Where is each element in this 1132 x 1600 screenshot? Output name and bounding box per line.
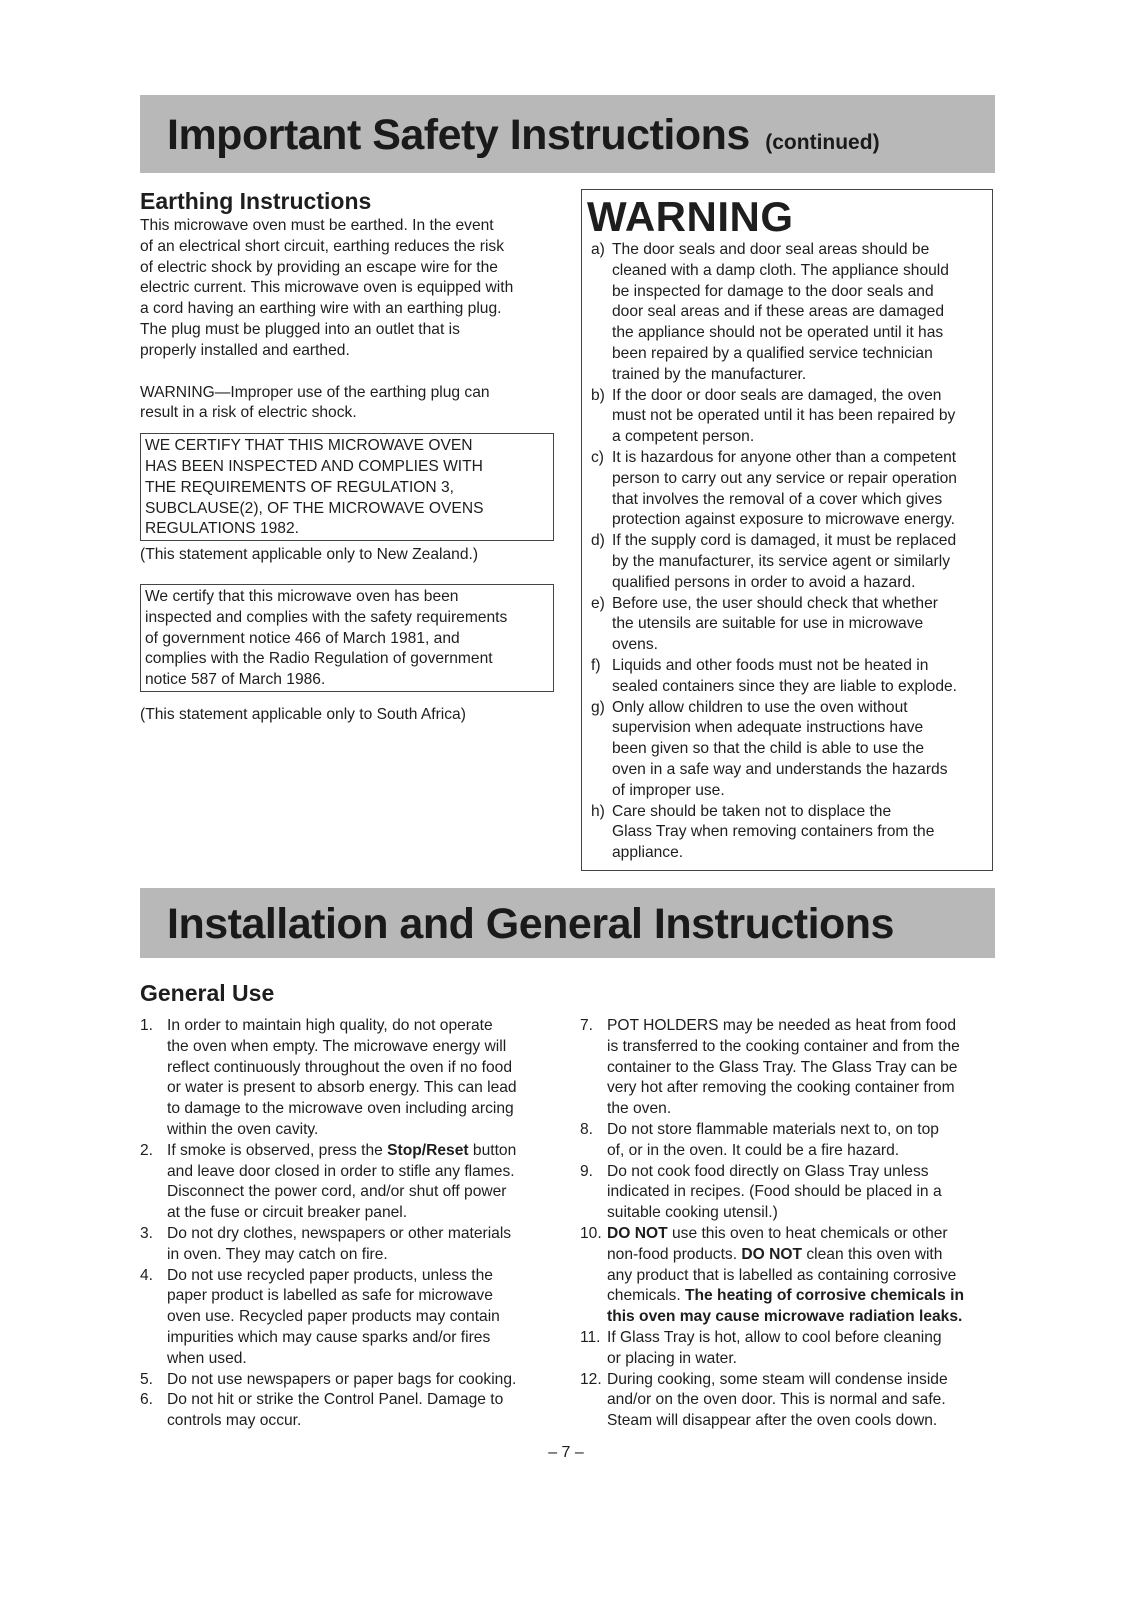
warning-item-line: a competent person.	[612, 428, 755, 446]
general-use-item-number: 5.	[140, 1370, 154, 1388]
earthing-warning-line: WARNING—Improper use of the earthing plug can	[140, 383, 490, 401]
warning-item-label: d)	[591, 532, 605, 550]
warning-heading: WARNING	[587, 193, 794, 240]
cert-sa-line: notice 587 of March 1986.	[145, 671, 326, 689]
general-use-line	[607, 1162, 995, 1183]
warning-box	[581, 189, 993, 871]
warning-item-line: protection against exposure to microwave energy.	[612, 511, 955, 529]
general-use-item	[580, 1328, 995, 1370]
general-use-item-text	[167, 1016, 560, 1141]
general-use-line	[167, 1078, 560, 1099]
general-use-item-text	[607, 1120, 995, 1162]
general-use-line	[607, 1078, 995, 1099]
warning-item-line: oven in a safe way and understands the hazards	[612, 760, 948, 778]
earthing-line: of electric shock by providing an escape wire for the	[140, 258, 498, 276]
warning-item-text	[612, 656, 987, 698]
warning-item-line: If the supply cord is damaged, it must be replaced	[612, 532, 957, 550]
line-text: of, or in the oven. It could be a fire hazard.	[607, 1141, 900, 1159]
general-use-item	[580, 1162, 995, 1224]
general-use-line	[607, 1016, 995, 1037]
line-text: is transferred to the cooking container and from the	[607, 1037, 960, 1055]
line-text: reflect continuously throughout the oven if no food	[167, 1058, 513, 1076]
general-use-item-text	[607, 1224, 995, 1328]
general-use-line	[607, 1120, 995, 1141]
certification-box-sa	[140, 584, 554, 692]
warning-item-line: ovens.	[612, 636, 658, 654]
warning-item-line: the utensils are suitable for use in microwave	[612, 615, 924, 633]
warning-item-text	[612, 802, 987, 864]
general-use-line	[607, 1349, 995, 1370]
page-number: – 7 –	[548, 1444, 584, 1461]
emphasis-text: Stop/Reset	[387, 1141, 469, 1159]
warning-item-text	[612, 531, 987, 593]
general-use-line	[167, 1120, 560, 1141]
cert-nz-line: HAS BEEN INSPECTED AND COMPLIES WITH	[145, 457, 483, 475]
line-text: Do not use recycled paper products, unless the	[167, 1266, 493, 1284]
warning-item-line: trained by the manufacturer.	[612, 365, 807, 383]
line-text: Do not use newspapers or paper bags for cooking.	[167, 1370, 517, 1388]
warning-item-line: that involves the removal of a cover which gives	[612, 490, 943, 508]
line-text: impurities which may cause sparks and/or fires	[167, 1328, 491, 1346]
general-use-item-number: 7.	[580, 1017, 594, 1034]
general-use-item	[580, 1370, 995, 1432]
general-use-line	[607, 1099, 995, 1120]
general-use-line	[167, 1390, 560, 1411]
general-use-line	[607, 1286, 995, 1307]
general-use-line	[167, 1224, 560, 1245]
line-text: use this oven to heat chemicals or other	[667, 1224, 948, 1242]
line-text: within the oven cavity.	[167, 1120, 319, 1138]
warning-item-line: supervision when adequate instructions have	[612, 719, 924, 737]
warning-item-label: g)	[591, 698, 605, 716]
general-use-item-text	[607, 1328, 995, 1370]
general-use-line	[167, 1099, 560, 1120]
cert-nz-line: WE CERTIFY THAT THIS MICROWAVE OVEN	[145, 437, 473, 455]
general-use-item	[580, 1224, 995, 1328]
general-use-line	[607, 1141, 995, 1162]
general-use-line	[607, 1266, 995, 1287]
warning-item-line: If the door or door seals are damaged, the oven	[612, 386, 942, 404]
general-use-item-text	[607, 1162, 995, 1224]
warning-item-line: Glass Tray when removing containers from the	[612, 823, 935, 841]
general-use-line	[167, 1162, 560, 1183]
general-use-item-text	[167, 1370, 560, 1391]
warning-item-line: of improper use.	[612, 781, 725, 799]
warning-item-line: by the manufacturer, its service agent or similarly	[612, 552, 950, 570]
warning-item-line: person to carry out any service or repair operation	[612, 469, 957, 487]
emphasis-text: DO NOT	[607, 1224, 668, 1242]
general-use-item	[140, 1141, 560, 1224]
warning-item-line: qualified persons in order to avoid a hazard.	[612, 573, 916, 591]
line-text: to damage to the microwave oven including arcing	[167, 1100, 514, 1118]
line-text: If smoke is observed, press the	[167, 1141, 388, 1159]
general-use-item	[140, 1224, 560, 1266]
warning-item-label: c)	[591, 448, 604, 466]
earthing-line: a cord having an earthing wire with an earthing plug.	[140, 300, 502, 318]
general-use-line	[607, 1307, 995, 1328]
line-text: or placing in water.	[607, 1349, 738, 1367]
line-text: oven use. Recycled paper products may contain	[167, 1308, 500, 1326]
cert-sa-line: inspected and complies with the safety requirements	[145, 608, 508, 626]
general-use-line	[607, 1058, 995, 1079]
general-use-line	[607, 1037, 995, 1058]
line-text: chemicals.	[607, 1287, 685, 1305]
cert-sa-line: of government notice 466 of March 1981, and	[145, 629, 460, 647]
line-text: paper product is labelled as safe for microwave	[167, 1287, 493, 1305]
warning-item-text	[612, 594, 987, 656]
sa-note: (This statement applicable only to South Africa)	[140, 705, 466, 723]
warning-item-line: be inspected for damage to the door seals and	[612, 282, 934, 300]
certification-box-nz	[140, 433, 554, 541]
line-text: clean this oven with	[802, 1245, 943, 1263]
warning-item	[591, 594, 987, 656]
line-text: indicated in recipes. (Food should be placed in a	[607, 1183, 942, 1201]
warning-item-line: Before use, the user should check that whether	[612, 594, 938, 612]
general-use-line	[607, 1203, 995, 1224]
general-use-line	[167, 1286, 560, 1307]
general-use-item-text	[167, 1224, 560, 1266]
general-use-line	[607, 1370, 995, 1391]
line-text: During cooking, some steam will condense inside	[607, 1370, 948, 1388]
general-use-line	[607, 1411, 995, 1432]
line-text: Steam will disappear after the oven cools down.	[607, 1412, 938, 1430]
general-use-item	[140, 1390, 560, 1432]
general-use-line	[167, 1037, 560, 1058]
earthing-line: properly installed and earthed.	[140, 341, 350, 359]
line-text: at the fuse or circuit breaker panel.	[167, 1204, 408, 1222]
general-use-heading: General Use	[140, 980, 275, 1006]
safety-header-banner	[140, 95, 995, 173]
general-use-line	[607, 1390, 995, 1411]
warning-item-line: appliance.	[612, 844, 684, 862]
warning-item-text	[612, 698, 987, 802]
earthing-line: This microwave oven must be earthed. In the event	[140, 217, 494, 234]
warning-item	[591, 240, 987, 386]
general-use-item-number: 8.	[580, 1120, 594, 1138]
line-text: Disconnect the power cord, and/or shut off power	[167, 1183, 507, 1201]
general-use-item-number: 1.	[140, 1017, 154, 1034]
general-use-line	[167, 1245, 560, 1266]
emphasis-text: DO NOT	[741, 1245, 803, 1263]
line-text: In order to maintain high quality, do not operate	[167, 1017, 493, 1034]
line-text: the oven when empty. The microwave energy will	[167, 1037, 507, 1055]
warning-item-line: been given so that the child is able to use the	[612, 740, 925, 758]
earthing-section	[140, 186, 560, 726]
warning-item-line: Only allow children to use the oven without	[612, 698, 908, 716]
page-title	[167, 111, 880, 160]
general-use-line	[167, 1203, 560, 1224]
line-text: in oven. They may catch on fire.	[167, 1245, 388, 1263]
warning-item-line: The door seals and door seal areas should be	[612, 241, 930, 258]
warning-item-label: e)	[591, 594, 605, 612]
line-text: POT HOLDERS may be needed as heat from food	[607, 1017, 957, 1034]
earthing-warning-line: result in a risk of electric shock.	[140, 404, 357, 422]
general-use-list-right	[580, 1016, 995, 1432]
general-use-item-number: 6.	[140, 1391, 154, 1409]
general-use-item	[140, 1266, 560, 1370]
general-use-line	[167, 1266, 560, 1287]
warning-item	[591, 698, 987, 802]
general-use-line	[607, 1245, 995, 1266]
warning-item-label: b)	[591, 386, 605, 404]
warning-item	[591, 448, 987, 531]
warning-item-text	[612, 386, 987, 448]
general-use-item-number: 2.	[140, 1141, 154, 1159]
line-text: Do not cook food directly on Glass Tray unless	[607, 1162, 929, 1180]
cert-nz-line: THE REQUIREMENTS OF REGULATION 3,	[145, 478, 455, 496]
warning-item-line: Liquids and other foods must not be heated in	[612, 656, 929, 674]
general-use-item-number: 11.	[580, 1328, 601, 1346]
warning-item	[591, 531, 987, 593]
cert-sa-line: complies with the Radio Regulation of government	[145, 650, 493, 668]
installation-title: Installation and General Instructions	[167, 900, 894, 948]
title-suffix: (continued)	[765, 131, 880, 154]
general-use-item-number: 4.	[140, 1266, 154, 1284]
warning-item-line: cleaned with a damp cloth. The appliance should	[612, 261, 949, 279]
warning-item	[591, 656, 987, 698]
warning-item	[591, 386, 987, 448]
general-use-item-text	[607, 1370, 995, 1432]
earthing-warning-text	[140, 383, 560, 425]
general-use-line	[607, 1328, 995, 1349]
cert-nz-line: REGULATIONS 1982.	[145, 520, 299, 538]
warning-item-label: a)	[591, 241, 605, 258]
line-text: Do not hit or strike the Control Panel. Damage to	[167, 1391, 504, 1409]
emphasis-text: The heating of corrosive chemicals in	[685, 1287, 965, 1305]
warning-item-text	[612, 240, 987, 386]
warning-item-text	[612, 448, 987, 531]
general-use-item-text	[607, 1016, 995, 1120]
emphasis-text: this oven may cause microwave radiation leaks.	[607, 1308, 963, 1326]
general-use-item	[580, 1120, 995, 1162]
general-use-item	[580, 1016, 995, 1120]
earthing-line: of an electrical short circuit, earthing reduces the risk	[140, 237, 505, 255]
general-use-line	[167, 1141, 560, 1162]
general-use-line	[167, 1411, 560, 1432]
earthing-line: The plug must be plugged into an outlet that is	[140, 320, 460, 338]
general-use-item-text	[167, 1266, 560, 1370]
line-text: Do not dry clothes, newspapers or other materials	[167, 1224, 512, 1242]
line-text: controls may occur.	[167, 1412, 302, 1430]
general-use-list-left	[140, 1016, 560, 1432]
general-use-line	[167, 1058, 560, 1079]
warning-item-line: It is hazardous for anyone other than a competent	[612, 448, 957, 466]
line-text: and leave door closed in order to stifle any flames.	[167, 1162, 515, 1180]
line-text: non-food products.	[607, 1245, 742, 1263]
general-use-item-number: 12.	[580, 1370, 602, 1388]
general-use-line	[607, 1182, 995, 1203]
general-use-item-number: 10.	[580, 1224, 602, 1242]
general-use-line	[167, 1182, 560, 1203]
earthing-heading: Earthing Instructions	[140, 188, 372, 214]
general-use-item-text	[167, 1390, 560, 1432]
general-use-item	[140, 1016, 560, 1141]
warning-item-line: the appliance should not be operated until it has	[612, 324, 944, 342]
nz-note: (This statement applicable only to New Zealand.)	[140, 546, 479, 564]
general-use-item-number: 9.	[580, 1162, 594, 1180]
cert-sa-line: We certify that this microwave oven has been	[145, 587, 459, 605]
warning-item-label: h)	[591, 802, 605, 820]
warning-item-label: f)	[591, 656, 601, 674]
line-text: very hot after removing the cooking container from	[607, 1079, 955, 1097]
line-text: or water is present to absorb energy. This can lead	[167, 1079, 517, 1097]
installation-header-banner	[140, 888, 995, 958]
general-use-item-text	[167, 1141, 560, 1224]
line-text: any product that is labelled as containing corrosive	[607, 1266, 957, 1284]
warning-item-line: been repaired by a qualified service technician	[612, 344, 933, 362]
line-text: and/or on the oven door. This is normal and safe.	[607, 1391, 946, 1409]
warning-item-line: door seal areas and if these areas are damaged	[612, 303, 945, 321]
line-text: button	[468, 1141, 517, 1159]
general-use-line	[167, 1370, 560, 1391]
general-use-line	[167, 1307, 560, 1328]
line-text: If Glass Tray is hot, allow to cool before cleaning	[607, 1328, 942, 1346]
general-use-line	[607, 1224, 995, 1245]
line-text: when used.	[167, 1349, 247, 1367]
general-use-line	[167, 1016, 560, 1037]
earthing-body	[140, 216, 560, 362]
warning-list	[591, 240, 987, 864]
warning-item-line: sealed containers since they are liable to explode.	[612, 677, 958, 695]
line-text: container to the Glass Tray. The Glass Tray can be	[607, 1058, 958, 1076]
warning-item-line: must not be operated until it has been repaired by	[612, 407, 956, 425]
earthing-line: electric current. This microwave oven is equipped with	[140, 279, 514, 297]
general-use-line	[167, 1328, 560, 1349]
warning-item-line: Care should be taken not to displace the	[612, 802, 892, 820]
line-text: suitable cooking utensil.)	[607, 1204, 778, 1222]
general-use-item-number: 3.	[140, 1224, 154, 1242]
warning-item	[591, 802, 987, 864]
page-title-text: Important Safety Instructions	[167, 111, 750, 159]
line-text: the oven.	[607, 1100, 672, 1118]
general-use-item	[140, 1370, 560, 1391]
cert-nz-line: SUBCLAUSE(2), OF THE MICROWAVE OVENS	[145, 499, 484, 517]
line-text: Do not store flammable materials next to, on top	[607, 1120, 939, 1138]
general-use-line	[167, 1349, 560, 1370]
